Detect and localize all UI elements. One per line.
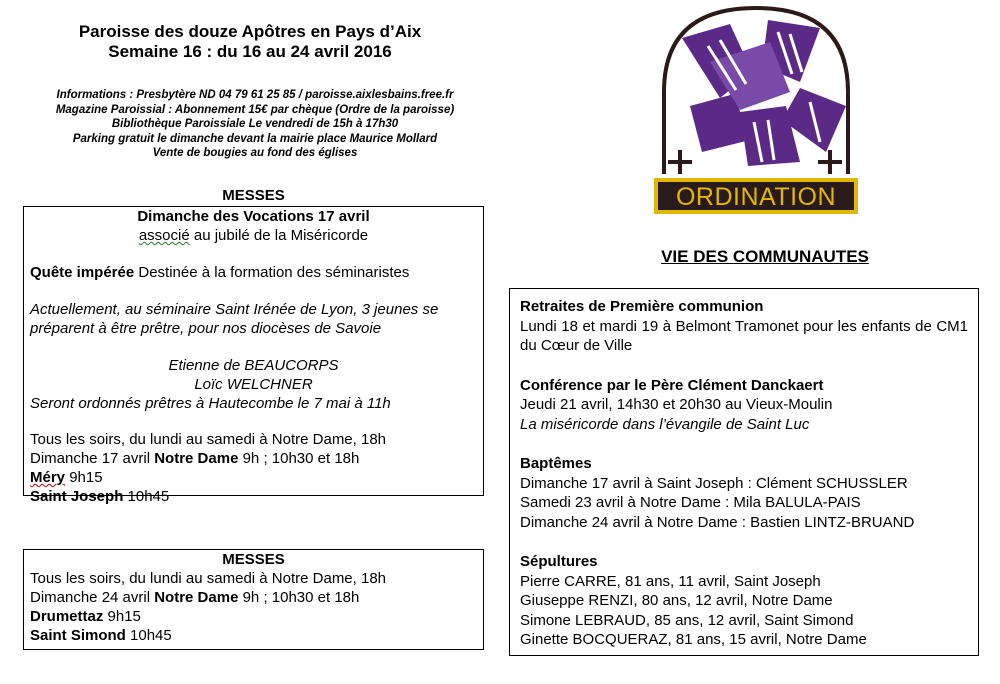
church-name: Saint Joseph: [30, 488, 124, 505]
sunday-date: Dimanche 17 avril: [30, 450, 155, 467]
quete-label: Quête impérée: [30, 264, 135, 281]
messes-box-1: [23, 206, 484, 505]
mass-time: 10h45: [125, 627, 172, 644]
info-line: Magazine Paroissial : Abonnement 15€ par chèque (Ordre de la paroisse): [55, 103, 455, 116]
messes-label: MESSES: [222, 187, 285, 204]
church-name: Notre Dame: [154, 589, 239, 606]
mass-line-sunday: [30, 449, 477, 468]
week-title: Semaine 16 : du 16 au 24 avril 2016: [108, 42, 392, 61]
associe-word: associé: [138, 227, 190, 244]
vocations-title: Dimanche des Vocations 17 avril: [137, 208, 370, 225]
info-line: Informations : Presbytère ND 04 79 61 25 85 / paroisse.aixlesbains.free.fr: [56, 89, 454, 101]
mass-time: 10h45: [123, 488, 170, 505]
church-name: Notre Dame: [154, 450, 239, 467]
sepulture-item: Ginette BOCQUERAZ, 81 ans, 15 avril, Notre Dame: [520, 631, 867, 648]
sunday-times: 9h ; 10h30 et 18h: [238, 589, 360, 606]
info-line: Vente de bougies au fond des églises: [152, 147, 358, 159]
church-name: Saint Simond: [30, 627, 126, 644]
mass-line-saint-joseph: [30, 487, 477, 506]
retraites-text: Lundi 18 et mardi 19 à Belmont Tramonet pour les enfants de CM1 du Cœur de Ville: [520, 317, 968, 354]
bapteme-item: Dimanche 17 avril à Saint Joseph : Clément SCHUSSLER: [520, 474, 908, 492]
mass-line-saint-simond: [30, 626, 477, 645]
mass-line-drumettaz: [30, 607, 477, 626]
baptemes-title: Baptêmes: [520, 455, 592, 472]
parish-title: Paroisse des douze Apôtres en Pays d’Aix: [78, 22, 422, 41]
ordinand-name-2: Loïc WELCHNER: [194, 376, 313, 393]
sepultures-title: Sépultures: [520, 553, 598, 570]
vie-title: VIE DES COMMUNAUTES: [661, 247, 869, 266]
ordination-banner-text: ORDINATION: [675, 183, 837, 211]
sepulture-item: Simone LEBRAUD, 85 ans, 12 avril, Saint Simond: [520, 611, 854, 629]
ordination-date: Seront ordonnés prêtres à Hautecombe le 7 mai à 11h: [30, 395, 391, 412]
mass-line-evenings: Tous les soirs, du lundi au samedi à Notre Dame, 18h: [30, 431, 387, 448]
sunday-times: 9h ; 10h30 et 18h: [238, 450, 360, 467]
messes-label: MESSES: [222, 551, 285, 568]
mass-time: 9h15: [103, 608, 141, 625]
mass-line-evenings: Tous les soirs, du lundi au samedi à Notre Dame, 18h: [30, 570, 387, 587]
bapteme-item: Dimanche 24 avril à Notre Dame : Bastien LINTZ-BRUAND: [520, 513, 915, 531]
retraites-title: Retraites de Première communion: [520, 298, 764, 315]
vie-box: [509, 288, 979, 656]
jubilee-line: [30, 226, 477, 245]
parish-header: [0, 22, 500, 62]
seminary-paragraph: Actuellement, au séminaire Saint Irénée de Lyon, 3 jeunes se préparent à être prêtre, pour nos diocèses de Savoie: [30, 301, 439, 337]
mass-line-sunday: [30, 588, 477, 607]
sunday-date: Dimanche 24 avril: [30, 589, 155, 606]
info-line: Parking gratuit le dimanche devant la mairie place Maurice Mollard: [72, 132, 438, 145]
church-name: Méry: [30, 469, 66, 486]
sepulture-item: Pierre CARRE, 81 ans, 11 avril, Saint Joseph: [520, 572, 821, 590]
mass-line-mery: [30, 468, 477, 487]
mass-time: 9h15: [65, 469, 103, 486]
messes-box-2: [23, 549, 484, 650]
quete-line: [30, 263, 477, 282]
ordination-logo: [650, 2, 862, 216]
jubilee-rest: au jubilé de la Miséricorde: [189, 227, 369, 244]
info-block: [0, 88, 510, 161]
conference-text: Jeudi 21 avril, 14h30 et 20h30 au Vieux-Moulin: [520, 396, 833, 413]
ordinand-name-1: Etienne de BEAUCORPS: [168, 357, 339, 374]
quete-text: Destinée à la formation des séminaristes: [134, 264, 410, 281]
church-name: Drumettaz: [30, 608, 104, 625]
info-line: Bibliothèque Paroissiale Le vendredi de 15h à 17h30: [111, 118, 399, 130]
sepulture-item: Giuseppe RENZI, 80 ans, 12 avril, Notre Dame: [520, 592, 833, 609]
conference-subject: La miséricorde dans l’évangile de Saint Luc: [520, 415, 810, 433]
conference-title: Conférence par le Père Clément Danckaert: [520, 376, 824, 394]
bapteme-item: Samedi 23 avril à Notre Dame : Mila BALULA-PAIS: [520, 494, 861, 511]
